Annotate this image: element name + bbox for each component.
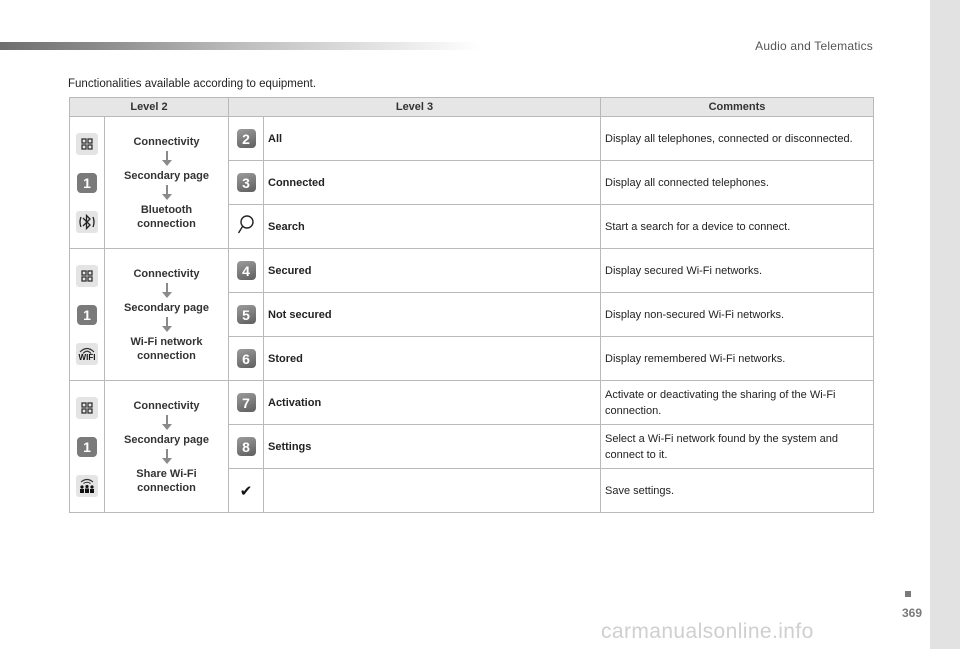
number-cell bbox=[229, 205, 264, 249]
number-cell bbox=[229, 293, 264, 337]
wifi-icon bbox=[76, 343, 98, 365]
number-badge-8: 8 bbox=[237, 437, 256, 456]
intro-text: Functionalities available according to equipment. bbox=[68, 78, 317, 90]
level3-label: All bbox=[264, 117, 601, 161]
number-badge-2: 2 bbox=[237, 129, 256, 148]
number-badge-6: 6 bbox=[237, 349, 256, 368]
number-cell bbox=[229, 425, 264, 469]
share-wifi-icon bbox=[76, 475, 98, 497]
comment-text: Display non-secured Wi-Fi networks. bbox=[601, 293, 874, 337]
comment-text: Display all connected telephones. bbox=[601, 161, 874, 205]
level2-wifi-path bbox=[105, 249, 229, 381]
comment-text: Select a Wi-Fi network found by the system and connect to it. bbox=[601, 425, 874, 469]
arrow-down-icon bbox=[161, 415, 173, 431]
arrow-down-icon bbox=[161, 185, 173, 201]
step-wifi-network-connection: Wi-Fi network connection bbox=[130, 335, 203, 362]
checkmark-icon: ✔ bbox=[239, 482, 253, 500]
grid-icon bbox=[76, 133, 98, 155]
step-secondary-page: Secondary page bbox=[124, 301, 209, 314]
level3-label: Settings bbox=[264, 425, 601, 469]
number-badge-1: 1 bbox=[77, 437, 97, 457]
comment-text: Display secured Wi-Fi networks. bbox=[601, 249, 874, 293]
comment-text: Display remembered Wi-Fi networks. bbox=[601, 337, 874, 381]
header-decorative-bar bbox=[0, 42, 480, 50]
level3-label: Search bbox=[264, 205, 601, 249]
level3-label bbox=[264, 469, 601, 513]
step-secondary-page: Secondary page bbox=[124, 169, 209, 182]
table-row bbox=[70, 381, 874, 425]
step-connectivity: Connectivity bbox=[133, 267, 200, 280]
level3-label: Not secured bbox=[264, 293, 601, 337]
arrow-down-icon bbox=[161, 283, 173, 299]
comment-text: Save settings. bbox=[601, 469, 874, 513]
group-icons-wifi bbox=[70, 249, 105, 381]
step-connectivity: Connectivity bbox=[133, 399, 200, 412]
comment-text: Activate or deactivating the sharing of the Wi-Fi connection. bbox=[601, 381, 874, 425]
level3-label: Stored bbox=[264, 337, 601, 381]
number-cell bbox=[229, 337, 264, 381]
grid-icon bbox=[76, 265, 98, 287]
number-badge-1: 1 bbox=[77, 173, 97, 193]
comment-text: Start a search for a device to connect. bbox=[601, 205, 874, 249]
number-cell bbox=[229, 161, 264, 205]
bluetooth-icon bbox=[76, 211, 98, 233]
functionalities-table bbox=[69, 97, 874, 513]
number-badge-1: 1 bbox=[77, 305, 97, 325]
step-secondary-page: Secondary page bbox=[124, 433, 209, 446]
group-icons-share-wifi bbox=[70, 381, 105, 513]
number-cell bbox=[229, 117, 264, 161]
footer-marker bbox=[905, 591, 911, 597]
grid-icon bbox=[76, 397, 98, 419]
watermark: carmanualsonline.info bbox=[601, 620, 814, 643]
arrow-down-icon bbox=[161, 151, 173, 167]
number-cell bbox=[229, 469, 264, 513]
level2-share-wifi-path bbox=[105, 381, 229, 513]
side-strip bbox=[930, 0, 960, 649]
number-badge-3: 3 bbox=[237, 173, 256, 192]
level2-bluetooth-path bbox=[105, 117, 229, 249]
number-cell bbox=[229, 381, 264, 425]
header-level-3: Level 3 bbox=[229, 98, 601, 117]
group-icons-bluetooth bbox=[70, 117, 105, 249]
table-row bbox=[70, 117, 874, 161]
comment-text: Display all telephones, connected or disconnected. bbox=[601, 117, 874, 161]
page-number: 369 bbox=[902, 606, 923, 620]
number-cell bbox=[229, 249, 264, 293]
level3-label: Connected bbox=[264, 161, 601, 205]
section-title: Audio and Telematics bbox=[755, 39, 873, 53]
step-connectivity: Connectivity bbox=[133, 135, 200, 148]
wifi-label: WIFI bbox=[78, 352, 96, 362]
header-level-2: Level 2 bbox=[70, 98, 229, 117]
step-bluetooth-connection: Bluetooth connection bbox=[137, 203, 196, 230]
step-share-wifi-connection: Share Wi-Fi connection bbox=[136, 467, 197, 494]
search-icon bbox=[237, 215, 255, 235]
table-row bbox=[70, 249, 874, 293]
arrow-down-icon bbox=[161, 449, 173, 465]
level3-label: Secured bbox=[264, 249, 601, 293]
number-badge-7: 7 bbox=[237, 393, 256, 412]
header-comments: Comments bbox=[601, 98, 874, 117]
number-badge-4: 4 bbox=[237, 261, 256, 280]
number-badge-5: 5 bbox=[237, 305, 256, 324]
level3-label: Activation bbox=[264, 381, 601, 425]
arrow-down-icon bbox=[161, 317, 173, 333]
